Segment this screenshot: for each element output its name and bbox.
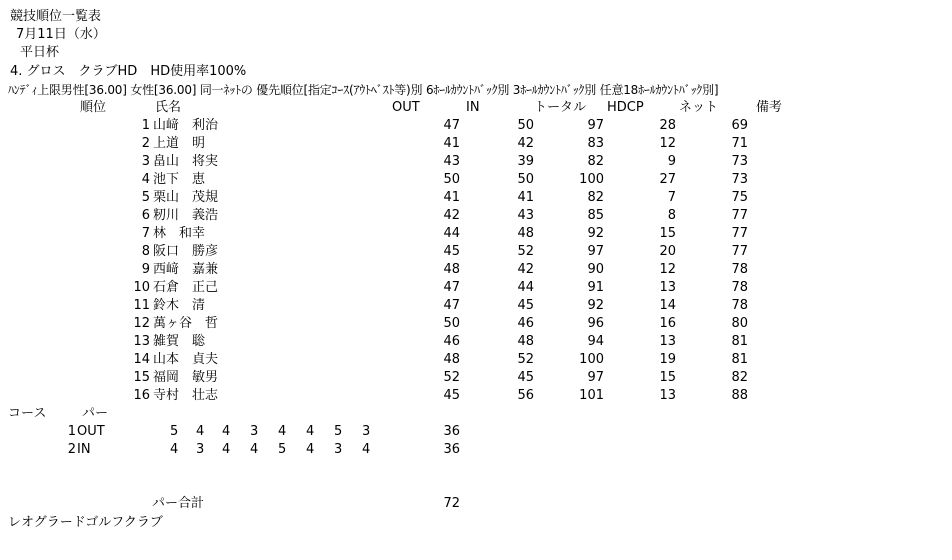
in-score: 50 bbox=[517, 172, 534, 187]
net-score: 73 bbox=[731, 154, 748, 169]
player-name: 栗山 茂規 bbox=[153, 190, 219, 205]
total-score: 83 bbox=[587, 136, 604, 151]
out-score: 45 bbox=[443, 244, 460, 259]
net-score: 78 bbox=[731, 262, 748, 277]
total-score: 92 bbox=[587, 298, 604, 313]
rank-cell: 5 bbox=[141, 190, 150, 205]
col-out: OUT bbox=[392, 100, 420, 115]
hdcp-value: 12 bbox=[659, 136, 676, 151]
net-score: 77 bbox=[731, 244, 748, 259]
out-score: 52 bbox=[443, 370, 460, 385]
rank-cell: 3 bbox=[141, 154, 150, 169]
out-score: 50 bbox=[443, 316, 460, 331]
out-score: 48 bbox=[443, 352, 460, 367]
player-name: 鈴木 清 bbox=[153, 298, 206, 313]
out-score: 48 bbox=[443, 262, 460, 277]
report-title: 競技順位一覧表 bbox=[10, 9, 102, 24]
hdcp-value: 27 bbox=[659, 172, 676, 187]
par-total-value: 72 bbox=[443, 496, 460, 511]
player-name: 林 和幸 bbox=[153, 226, 206, 241]
total-score: 97 bbox=[587, 370, 604, 385]
hdcp-value: 7 bbox=[667, 190, 676, 205]
hdcp-value: 28 bbox=[659, 118, 676, 133]
par-total-label: パー合計 bbox=[152, 496, 205, 511]
in-score: 46 bbox=[517, 316, 534, 331]
net-score: 81 bbox=[731, 334, 748, 349]
net-score: 78 bbox=[731, 298, 748, 313]
in-score: 41 bbox=[517, 190, 534, 205]
event-date: 7月11日（水） bbox=[16, 27, 106, 42]
hole-par: 3 bbox=[362, 424, 371, 439]
hole-par: 4 bbox=[278, 424, 287, 439]
hdcp-value: 20 bbox=[659, 244, 676, 259]
net-score: 82 bbox=[731, 370, 748, 385]
net-score: 69 bbox=[731, 118, 748, 133]
player-name: 池下 恵 bbox=[153, 172, 206, 187]
out-score: 41 bbox=[443, 136, 460, 151]
in-score: 44 bbox=[517, 280, 534, 295]
hdcp-value: 9 bbox=[667, 154, 676, 169]
net-score: 77 bbox=[731, 208, 748, 223]
rank-cell: 6 bbox=[141, 208, 150, 223]
rank-cell: 7 bbox=[141, 226, 150, 241]
rank-cell: 11 bbox=[133, 298, 150, 313]
player-name: 寺村 壮志 bbox=[153, 388, 219, 403]
in-score: 45 bbox=[517, 298, 534, 313]
rank-cell: 8 bbox=[141, 244, 150, 259]
in-score: 50 bbox=[517, 118, 534, 133]
in-score: 48 bbox=[517, 334, 534, 349]
total-score: 92 bbox=[587, 226, 604, 241]
out-score: 47 bbox=[443, 118, 460, 133]
rank-cell: 10 bbox=[133, 280, 150, 295]
course-label: コース bbox=[8, 406, 47, 421]
rank-cell: 1 bbox=[141, 118, 150, 133]
hole-par: 3 bbox=[250, 424, 259, 439]
hole-par: 3 bbox=[334, 442, 343, 457]
hdcp-value: 13 bbox=[659, 280, 676, 295]
player-name: 石倉 正己 bbox=[153, 280, 219, 295]
hole-par: 4 bbox=[222, 442, 231, 457]
scoring-category: 4. グロス クラブHD HD使用率100% bbox=[10, 64, 247, 79]
total-score: 82 bbox=[587, 190, 604, 205]
rank-cell: 9 bbox=[141, 262, 150, 277]
hdcp-value: 13 bbox=[659, 334, 676, 349]
course-name: IN bbox=[77, 442, 91, 457]
total-score: 96 bbox=[587, 316, 604, 331]
out-score: 42 bbox=[443, 208, 460, 223]
club-name: レオグラードゴルフクラブ bbox=[8, 515, 163, 530]
hole-par: 5 bbox=[334, 424, 343, 439]
hdcp-value: 15 bbox=[659, 226, 676, 241]
net-score: 80 bbox=[731, 316, 748, 331]
rank-cell: 4 bbox=[141, 172, 150, 187]
rank-cell: 15 bbox=[133, 370, 150, 385]
out-score: 50 bbox=[443, 172, 460, 187]
player-name: 上道 明 bbox=[153, 136, 206, 151]
in-score: 56 bbox=[517, 388, 534, 403]
par-label: パー bbox=[82, 406, 109, 421]
hdcp-value: 8 bbox=[667, 208, 676, 223]
in-score: 42 bbox=[517, 136, 534, 151]
col-hdcp: HDCP bbox=[607, 100, 644, 115]
course-number: 1 bbox=[67, 424, 76, 439]
course-name: OUT bbox=[77, 424, 105, 439]
in-score: 45 bbox=[517, 370, 534, 385]
hole-par: 4 bbox=[222, 424, 231, 439]
hole-par: 4 bbox=[306, 442, 315, 457]
hdcp-value: 19 bbox=[659, 352, 676, 367]
handicap-rules: ﾊﾝﾃﾞｨ上限男性[36.00] 女性[36.00] 同一ﾈｯﾄの 優先順位[指定ｺｰｽ(ｱｳﾄﾍﾞｽﾄ等)別 6ﾎｰﾙｶｳﾝﾄﾊﾞｯｸ別 3ﾎｰﾙｶｳﾝﾄﾊﾞｯｸ別 任意18ﾎｰﾙｶｳﾝﾄﾊﾞｯｸ別] bbox=[8, 83, 719, 97]
net-score: 77 bbox=[731, 226, 748, 241]
in-score: 43 bbox=[517, 208, 534, 223]
player-name: 萬ヶ谷 哲 bbox=[153, 316, 219, 331]
player-name: 籾川 義浩 bbox=[153, 208, 219, 223]
hdcp-value: 15 bbox=[659, 370, 676, 385]
hdcp-value: 13 bbox=[659, 388, 676, 403]
course-number: 2 bbox=[67, 442, 76, 457]
out-score: 44 bbox=[443, 226, 460, 241]
hdcp-value: 14 bbox=[659, 298, 676, 313]
player-name: 山﨑 利治 bbox=[153, 118, 219, 133]
player-name: 阪口 勝彦 bbox=[153, 244, 219, 259]
out-score: 41 bbox=[443, 190, 460, 205]
net-score: 73 bbox=[731, 172, 748, 187]
hole-par: 4 bbox=[306, 424, 315, 439]
rank-cell: 13 bbox=[133, 334, 150, 349]
player-name: 福岡 敏男 bbox=[153, 370, 219, 385]
total-score: 100 bbox=[579, 352, 604, 367]
rank-cell: 16 bbox=[133, 388, 150, 403]
net-score: 81 bbox=[731, 352, 748, 367]
hole-par: 4 bbox=[250, 442, 259, 457]
total-score: 90 bbox=[587, 262, 604, 277]
net-score: 78 bbox=[731, 280, 748, 295]
hdcp-value: 16 bbox=[659, 316, 676, 331]
rank-cell: 2 bbox=[141, 136, 150, 151]
event-name: 平日杯 bbox=[20, 45, 60, 60]
col-net: ネット bbox=[679, 100, 719, 115]
hole-par: 3 bbox=[196, 442, 205, 457]
total-score: 82 bbox=[587, 154, 604, 169]
hole-par: 5 bbox=[278, 442, 287, 457]
in-score: 52 bbox=[517, 244, 534, 259]
out-score: 45 bbox=[443, 388, 460, 403]
hdcp-value: 12 bbox=[659, 262, 676, 277]
player-name: 畠山 将実 bbox=[153, 154, 219, 169]
col-in: IN bbox=[466, 100, 480, 115]
in-score: 39 bbox=[517, 154, 534, 169]
hole-par: 4 bbox=[170, 442, 179, 457]
total-score: 101 bbox=[579, 388, 604, 403]
net-score: 71 bbox=[731, 136, 748, 151]
in-score: 52 bbox=[517, 352, 534, 367]
rank-cell: 12 bbox=[133, 316, 150, 331]
total-score: 85 bbox=[587, 208, 604, 223]
hole-par: 5 bbox=[170, 424, 179, 439]
rank-cell: 14 bbox=[133, 352, 150, 367]
net-score: 88 bbox=[731, 388, 748, 403]
total-score: 94 bbox=[587, 334, 604, 349]
col-name: 氏名 bbox=[155, 100, 182, 115]
total-score: 97 bbox=[587, 118, 604, 133]
col-total: トータル bbox=[534, 100, 587, 115]
out-score: 47 bbox=[443, 280, 460, 295]
in-score: 42 bbox=[517, 262, 534, 277]
col-rank: 順位 bbox=[80, 100, 107, 115]
hole-par: 4 bbox=[196, 424, 205, 439]
total-score: 97 bbox=[587, 244, 604, 259]
col-remarks: 備考 bbox=[756, 100, 783, 115]
out-score: 43 bbox=[443, 154, 460, 169]
player-name: 西﨑 嘉兼 bbox=[153, 262, 219, 277]
out-score: 47 bbox=[443, 298, 460, 313]
total-score: 100 bbox=[579, 172, 604, 187]
player-name: 雑賀 聡 bbox=[153, 334, 206, 349]
player-name: 山本 貞夫 bbox=[153, 352, 219, 367]
course-par-sum: 36 bbox=[443, 442, 460, 457]
course-par-sum: 36 bbox=[443, 424, 460, 439]
out-score: 46 bbox=[443, 334, 460, 349]
total-score: 91 bbox=[587, 280, 604, 295]
hole-par: 4 bbox=[362, 442, 371, 457]
net-score: 75 bbox=[731, 190, 748, 205]
in-score: 48 bbox=[517, 226, 534, 241]
